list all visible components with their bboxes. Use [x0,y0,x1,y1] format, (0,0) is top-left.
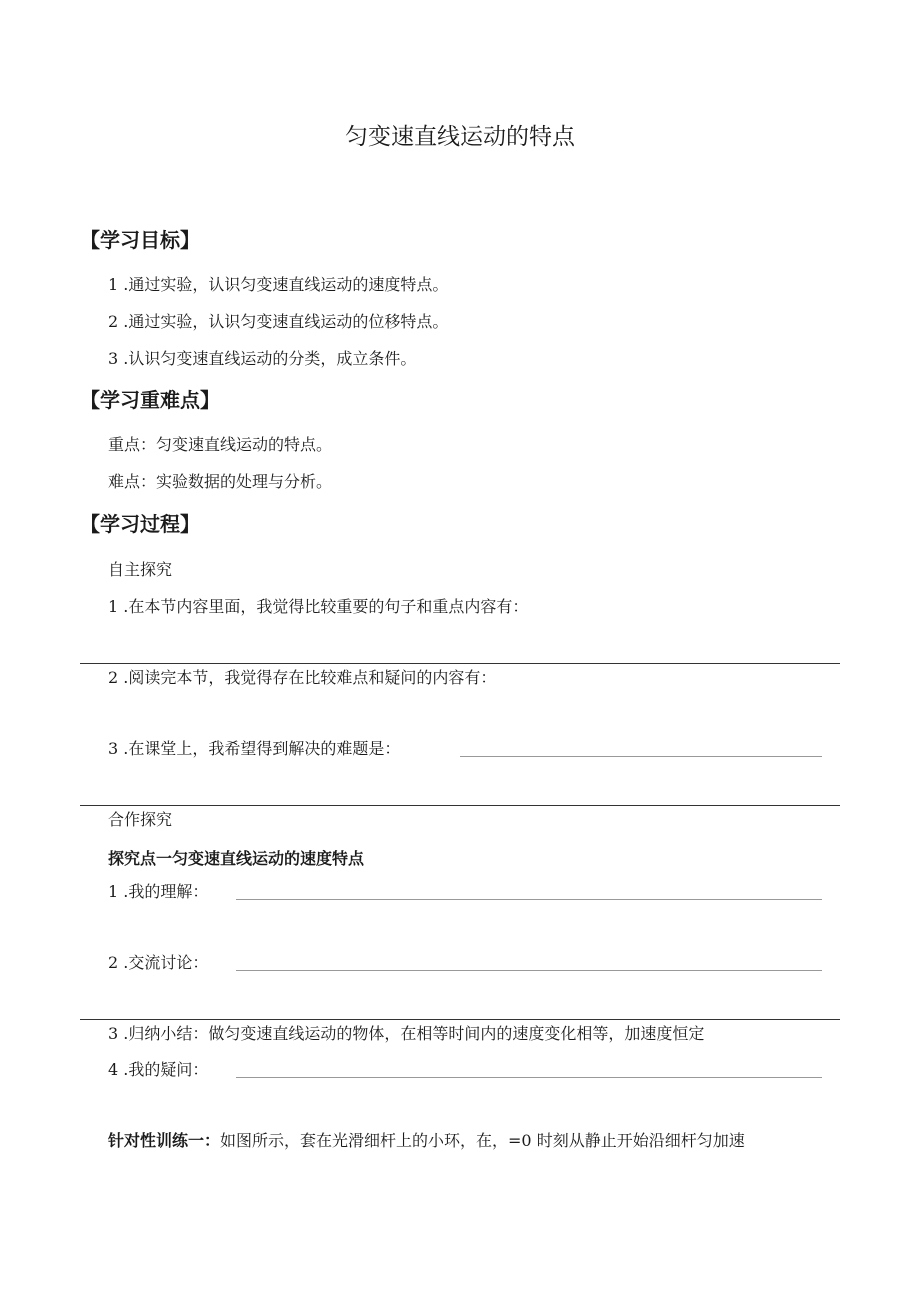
exercise-text: 如图所示，套在光滑细杆上的小环，在，=0 时刻从静止开始沿细杆匀加速 [220,1131,745,1150]
divider-line [80,1019,840,1020]
process-heading: 【学习过程】 [80,512,200,536]
cooperative-item-4: 4 .我的疑问： [108,1060,209,1079]
goal-item-3: 3 .认识匀变速直线运动的分类，成立条件。 [108,349,417,368]
goal-item-2: 2 .通过实验，认识匀变速直线运动的位移特点。 [108,312,449,331]
page-title: 匀变速直线运动的特点 [345,124,575,150]
divider-line [80,663,840,664]
exercise-line [108,1130,745,1152]
answer-blank-4[interactable] [236,1077,822,1078]
cooperative-item-1: 1 .我的理解： [108,882,209,901]
cooperative-item-3: 3 .归纳小结：做匀变速直线运动的物体，在相等时间内的速度变化相等，加速度恒定 [108,1024,705,1043]
cooperative-label: 合作探究 [108,810,173,829]
self-study-item-3: 3 .在课堂上，我希望得到解决的难题是： [108,739,401,758]
self-study-item-1: 1 .在本节内容里面，我觉得比较重要的句子和重点内容有： [108,597,529,616]
focus-text: 重点：匀变速直线运动的特点。 [108,435,333,454]
answer-blank-2[interactable] [236,899,822,900]
goals-heading: 【学习目标】 [80,228,200,252]
self-study-label: 自主探究 [108,560,173,579]
self-study-item-2: 2 .阅读完本节，我觉得存在比较难点和疑问的内容有： [108,668,497,687]
divider-line [80,805,840,806]
difficulty-text: 难点：实验数据的处理与分析。 [108,472,333,491]
exercise-label: 针对性训练一： [108,1131,221,1150]
answer-blank-3[interactable] [236,970,822,971]
cooperative-item-2: 2 .交流讨论： [108,953,209,972]
answer-blank-1[interactable] [460,756,822,757]
inquiry-point-title: 探究点一匀变速直线运动的速度特点 [108,849,365,868]
goal-item-1: 1 .通过实验，认识匀变速直线运动的速度特点。 [108,275,449,294]
key-points-heading: 【学习重难点】 [80,388,220,412]
